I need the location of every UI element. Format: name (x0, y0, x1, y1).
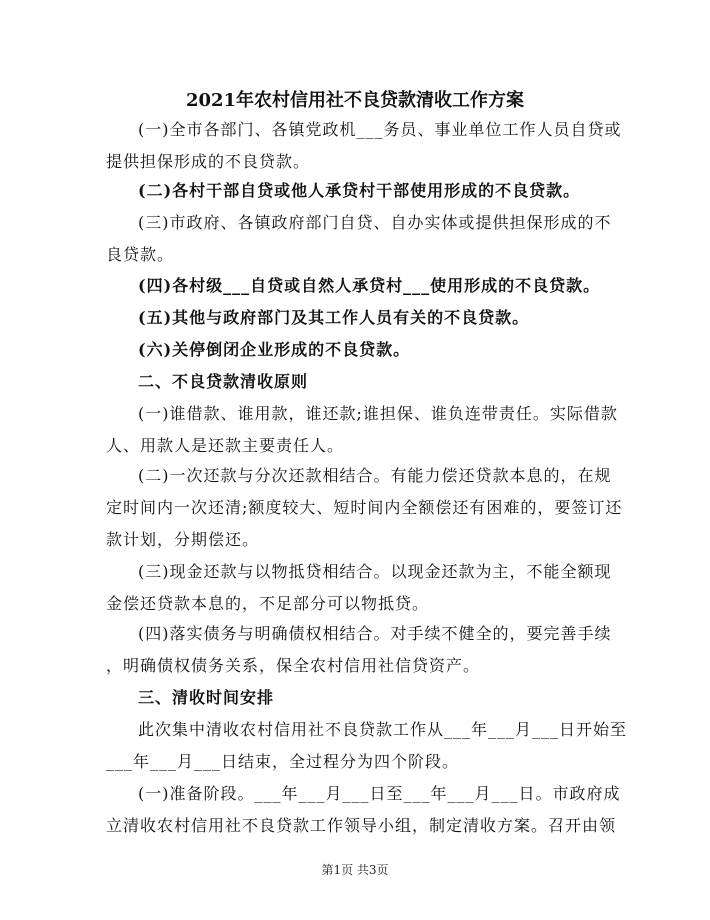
paragraph (106, 334, 606, 366)
paragraph (106, 398, 618, 462)
paragraph-line: 款计划，分期偿还。 (106, 530, 260, 549)
paragraph (106, 302, 606, 334)
paragraph (106, 618, 612, 682)
paragraph-line: 金偿还贷款本息的，不足部分可以物抵贷。 (106, 594, 430, 613)
paragraph (106, 114, 622, 178)
paragraph (106, 175, 606, 207)
paragraph-line: 提供担保形成的不良贷款。 (106, 152, 311, 171)
paragraph (106, 556, 612, 620)
paragraph-line: 二、不良贷款清收原则 (138, 372, 309, 391)
paragraph-line: (四)落实债务与明确债权相结合。对手续不健全的，要完善手续 (138, 624, 612, 643)
paragraph-line: 定时间内一次还清;额度较大、短时间内全额偿还有困难的，要签订还 (106, 498, 623, 517)
paragraph-line: (一)全市各部门、各镇党政机___务员、事业单位工作人员自贷或 (138, 120, 622, 139)
paragraph-line: (二)一次还款与分次还款相结合。有能力偿还贷款本息的，在规 (138, 466, 612, 485)
paragraph-line: 此次集中清收农村信用社不良贷款工作从___年___月___日开始至 (138, 720, 628, 739)
section-heading (106, 682, 606, 714)
paragraph (106, 714, 628, 778)
paragraph-line: ___年___月___日结束，全过程分为四个阶段。 (106, 752, 460, 771)
paragraph-line: (三)现金还款与以物抵贷相结合。以现金还款为主，不能全额现 (138, 562, 612, 581)
paragraph-line: (一)准备阶段。___年___月___日至___年___月___日。市政府成 (138, 784, 621, 803)
paragraph (106, 270, 606, 302)
paragraph-line: ，明确债权债务关系，保全农村信用社信贷资产。 (106, 656, 481, 675)
paragraph (106, 460, 623, 556)
paragraph-line: (四)各村级___自贷或自然人承贷村___使用形成的不良贷款。 (138, 276, 601, 295)
paragraph-line: (二)各村干部自贷或他人承贷村干部使用形成的不良贷款。 (138, 181, 581, 200)
paragraph-line: 良贷款。 (106, 245, 175, 264)
paragraph-line: (三)市政府、各镇政府部门自贷、自办实体或提供担保形成的不 (138, 213, 612, 232)
paragraph (106, 778, 621, 842)
paragraph-line: 人、用款人是还款主要责任人。 (106, 436, 345, 455)
section-heading (106, 366, 606, 398)
document-title: 2021年农村信用社不良贷款清收工作方案 (185, 90, 525, 111)
paragraph (106, 207, 612, 271)
paragraph-line: 立清收农村信用社不良贷款工作领导小组，制定清收方案。召开由领 (106, 816, 617, 835)
paragraph-line: (一)谁借款、谁用款，谁还款;谁担保、谁负连带责任。实际借款 (138, 404, 618, 423)
paragraph-line: (五)其他与政府部门及其工作人员有关的不良贷款。 (138, 308, 530, 327)
page-number-footer: 第1页 共3页 (321, 863, 389, 877)
paragraph-line: (六)关停倒闭企业形成的不良贷款。 (138, 340, 411, 359)
paragraph-line: 三、清收时间安排 (138, 688, 275, 707)
